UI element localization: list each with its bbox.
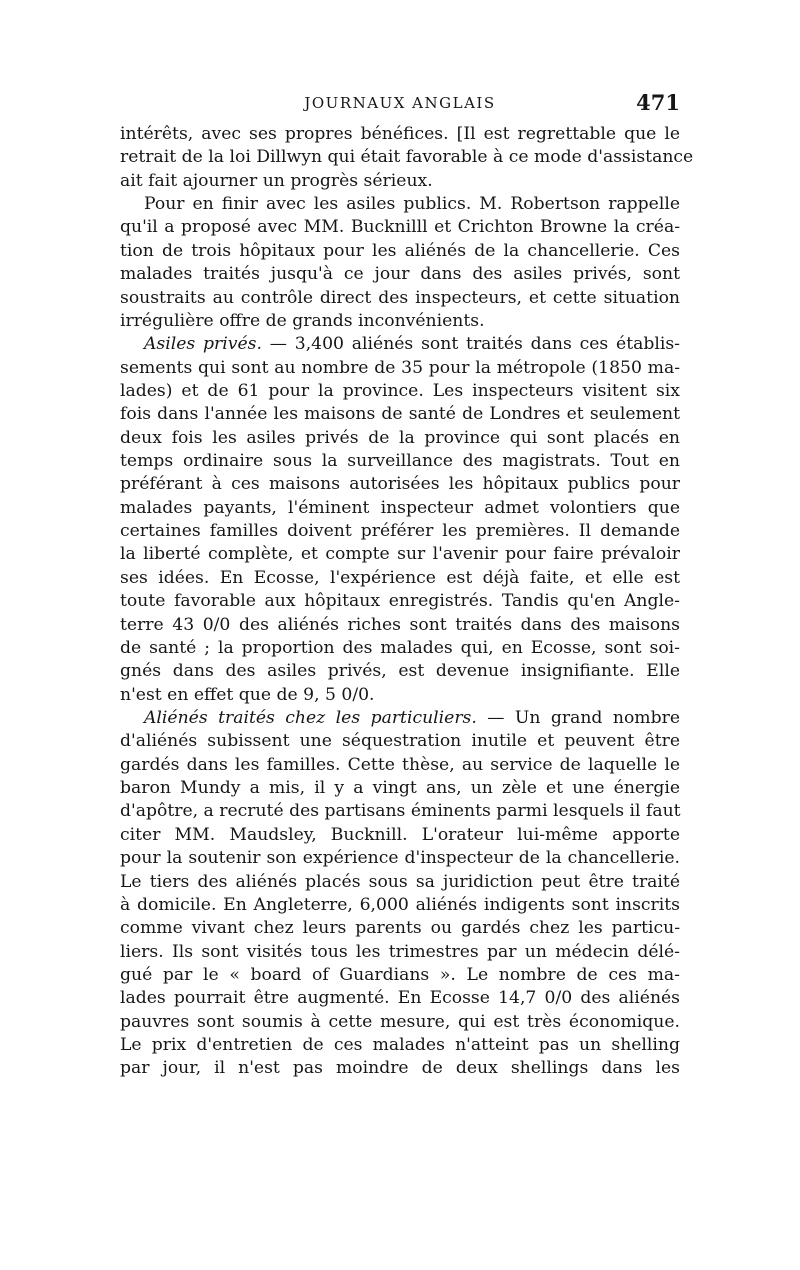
text-line: Pour en finir avec les asiles publics. M. Robertson rappelle (144, 194, 680, 215)
text-line: d'aliénés subissent une séquestration inutile et peuvent être (120, 731, 680, 752)
text-line: temps ordinaire sous la surveillance des magistrats. Tout en (120, 451, 680, 472)
section-heading-line (120, 707, 680, 730)
text-line: la liberté complète, et compte sur l'avenir pour faire prévaloir (120, 544, 680, 565)
section-title-alienes-particuliers: Aliénés traités chez les particuliers. (144, 707, 477, 728)
text-line: qu'il a proposé avec MM. Bucknilll et Crichton Browne la créa- (120, 217, 680, 238)
text-line: pauvres sont soumis à cette mesure, qui est très économique. (120, 1011, 680, 1032)
text-line: ait fait ajourner un progrès sérieux. (120, 170, 433, 191)
text-line: certaines familles doivent préférer les premières. Il demande (120, 521, 680, 542)
text-line: gardés dans les familles. Cette thèse, au service de laquelle le (120, 754, 680, 775)
running-title: JOURNAUX ANGLAIS (304, 94, 496, 112)
text-line: baron Mundy a mis, il y a vingt ans, un zèle et une énergie (120, 778, 680, 799)
text-line: deux fois les asiles privés de la province qui sont placés en (120, 427, 680, 448)
text-line: tion de trois hôpitaux pour les aliénés de la chancellerie. Ces (120, 240, 680, 261)
text-line: gué par le « board of Guardians ». Le nombre de ces ma- (120, 964, 680, 985)
text-line: Le tiers des aliénés placés sous sa juridiction peut être traité (120, 871, 680, 892)
text-line: préférant à ces maisons autorisées les hôpitaux publics pour (120, 474, 680, 495)
text-line: intérêts, avec ses propres bénéfices. [Il est regrettable que le (120, 124, 680, 144)
text-line: liers. Ils sont visités tous les trimestres par un médecin délé- (120, 941, 680, 962)
text-line: sements qui sont au nombre de 35 pour la métropole (1850 ma- (120, 357, 680, 378)
body-text (120, 123, 694, 1081)
text-line: soustraits au contrôle direct des inspecteurs, et cette situation (120, 287, 680, 308)
text-line: terre 43 0/0 des aliénés riches sont traités dans des maisons (120, 614, 680, 635)
text-line: n'est en effet que de 9, 5 0/0. (120, 684, 375, 705)
text-line: gnés dans des asiles privés, est devenue insignifiante. Elle (120, 661, 680, 682)
text-line: citer MM. Maudsley, Bucknill. L'orateur lui-même apporte (120, 824, 680, 845)
text-run: — Un grand nombre (476, 707, 680, 728)
page-number: 471 (636, 90, 680, 115)
text-line: lades) et de 61 pour la province. Les inspecteurs visitent six (120, 380, 680, 401)
text-line: lades pourrait être augmenté. En Ecosse 14,7 0/0 des aliénés (120, 988, 680, 1009)
section-title-asiles-prives: Asiles privés. (144, 334, 262, 355)
text-line: d'apôtre, a recruté des partisans éminents parmi lesquels il faut (120, 801, 681, 822)
running-head (120, 90, 680, 116)
text-line: Le prix d'entretien de ces malades n'atteint pas un shelling (120, 1035, 680, 1056)
text-run: — 3,400 aliénés sont traités dans ces établis- (261, 334, 680, 355)
text-line: pour la soutenir son expérience d'inspecteur de la chancellerie. (120, 848, 680, 869)
text-line: par jour, il n'est pas moindre de deux shellings dans les (120, 1058, 680, 1079)
text-line: malades traités jusqu'à ce jour dans des asiles privés, sont (120, 264, 680, 285)
section-heading-line (120, 333, 680, 356)
text-line: toute favorable aux hôpitaux enregistrés. Tandis qu'en Angle- (120, 591, 680, 612)
text-line: de santé ; la proportion des malades qui, en Ecosse, sont soi- (120, 637, 680, 658)
text-line: malades payants, l'éminent inspecteur admet volontiers que (120, 497, 680, 518)
text-line: fois dans l'année les maisons de santé de Londres et seulement (120, 404, 680, 425)
text-line: ses idées. En Ecosse, l'expérience est déjà faite, et elle est (120, 567, 680, 588)
text-line: comme vivant chez leurs parents ou gardés chez les particu- (120, 918, 680, 939)
text-line: irrégulière offre de grands inconvénients. (120, 310, 485, 331)
text-line: retrait de la loi Dillwyn qui était favorable à ce mode d'assistance (120, 147, 694, 168)
text-line: à domicile. En Angleterre, 6,000 aliénés indigents sont inscrits (120, 894, 680, 915)
